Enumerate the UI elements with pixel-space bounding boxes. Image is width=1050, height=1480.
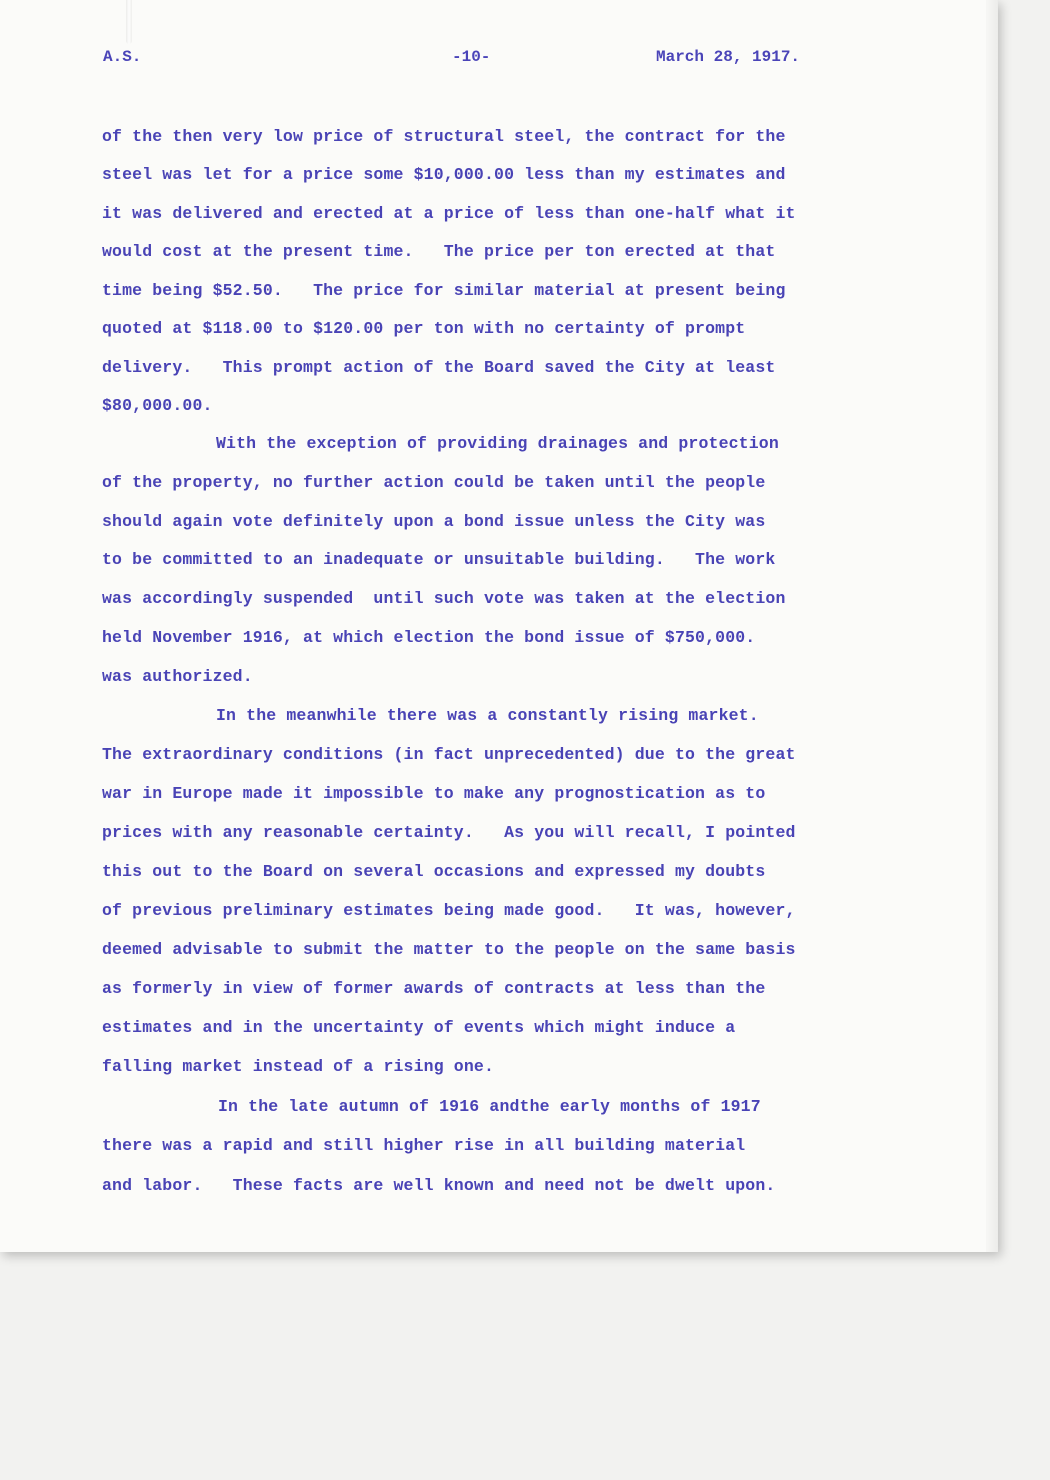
text-line: quoted at $118.00 to $120.00 per ton with no certainty of prompt — [102, 319, 746, 338]
header-page-number: -10- — [452, 48, 491, 66]
paragraph-first-line: In the late autumn of 1916 andthe early months of 1917 — [218, 1097, 761, 1116]
paragraph-first-line: With the exception of providing drainages and protection — [216, 434, 779, 453]
text-line: there was a rapid and still higher rise in all building material — [102, 1136, 746, 1155]
page-header — [0, 48, 998, 72]
text-line: $80,000.00. — [102, 396, 213, 415]
text-line: of the then very low price of structural steel, the contract for the — [102, 127, 786, 146]
text-line: of the property, no further action could be taken until the people — [102, 473, 766, 492]
text-line: it was delivered and erected at a price of less than one-half what it — [102, 204, 796, 223]
text-line: was accordingly suspended until such vote was taken at the election — [102, 589, 786, 608]
text-line: of previous preliminary estimates being made good. It was, however, — [102, 901, 796, 920]
header-date: March 28, 1917. — [656, 48, 801, 66]
paper-crease — [126, 0, 132, 44]
text-line: and labor. These facts are well known and need not be dwelt upon. — [102, 1176, 776, 1195]
text-line: The extraordinary conditions (in fact unprecedented) due to the great — [102, 745, 796, 764]
text-line: this out to the Board on several occasions and expressed my doubts — [102, 862, 766, 881]
text-line: estimates and in the uncertainty of events which might induce a — [102, 1018, 736, 1037]
text-line: as formerly in view of former awards of contracts at less than the — [102, 979, 766, 998]
text-line: steel was let for a price some $10,000.00 less than my estimates and — [102, 165, 786, 184]
paragraph-first-line: In the meanwhile there was a constantly rising market. — [216, 706, 759, 725]
text-line: should again vote definitely upon a bond issue unless the City was — [102, 512, 766, 531]
text-line: time being $52.50. The price for similar material at present being — [102, 281, 786, 300]
text-line: held November 1916, at which election the bond issue of $750,000. — [102, 628, 756, 647]
header-initials: A.S. — [103, 48, 142, 66]
page-edge-shadow — [986, 0, 998, 1252]
text-line: war in Europe made it impossible to make any prognostication as to — [102, 784, 766, 803]
text-line: prices with any reasonable certainty. As you will recall, I pointed — [102, 823, 796, 842]
text-line: delivery. This prompt action of the Board saved the City at least — [102, 358, 776, 377]
text-line: to be committed to an inadequate or unsuitable building. The work — [102, 550, 776, 569]
text-line: deemed advisable to submit the matter to the people on the same basis — [102, 940, 796, 959]
text-line: was authorized. — [102, 667, 253, 686]
text-line: would cost at the present time. The price per ton erected at that — [102, 242, 776, 261]
text-line: falling market instead of a rising one. — [102, 1057, 495, 1076]
